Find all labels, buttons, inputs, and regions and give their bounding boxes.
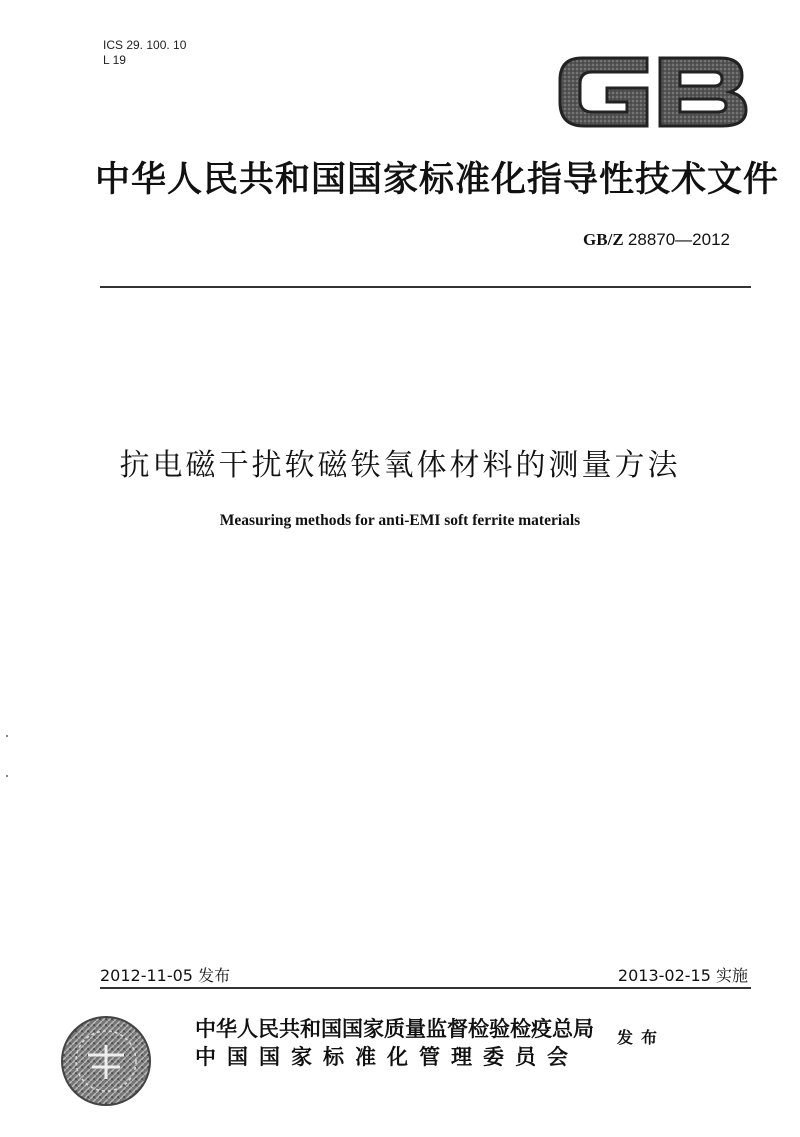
anti-counterfeit-seal-icon [60,1015,152,1107]
publisher-line-1: 中华人民共和国国家质量监督检验检疫总局 [195,1017,594,1041]
scan-speck [6,735,8,737]
standard-year-number: 28870—2012 [627,230,730,249]
standard-number [583,230,730,250]
document-type-heading: 中华人民共和国国家标准化指导性技术文件 [95,160,780,200]
issue-date: 2012-11-05 发布 [100,966,231,985]
ics-code: ICS 29. 100. 10 [103,38,187,52]
top-divider [100,286,751,288]
standard-prefix: GB/Z [583,230,624,249]
publish-label: 发布 [617,1028,666,1047]
title-chinese: 抗电磁干扰软磁铁氧体材料的测量方法 [119,448,681,483]
ccs-code: L 19 [103,53,126,67]
title-english: Measuring methods for anti-EMI soft ferrite materials [219,512,581,529]
bottom-divider [100,987,751,989]
scan-speck [6,775,8,777]
publisher-line-2: 中国国家标准化管理委员会 [195,1045,579,1069]
classification-codes [103,38,186,68]
implementation-date: 2013-02-15 实施 [617,966,748,985]
gb-standard-logo [552,44,752,136]
